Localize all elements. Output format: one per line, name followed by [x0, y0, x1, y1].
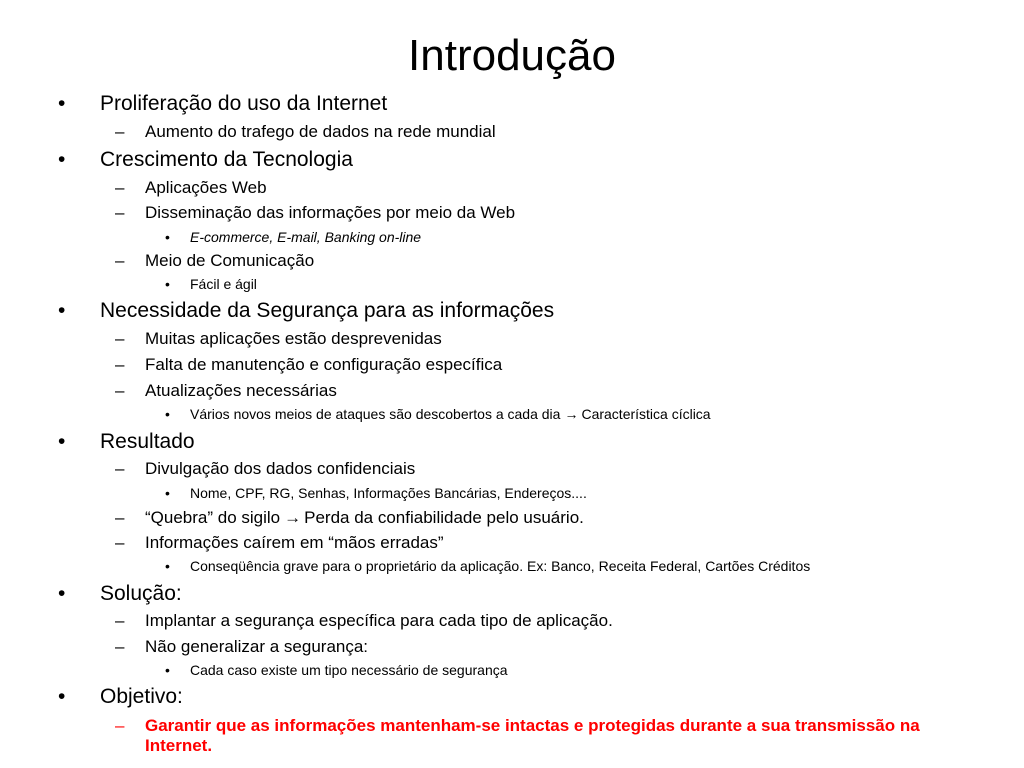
slide-title: Introdução — [408, 31, 616, 80]
sub-sub-bullet-text: Nome, CPF, RG, Senhas, Informações Bancárias, Endereços.... — [190, 485, 587, 501]
bullet-marker: • — [165, 485, 170, 501]
bullet-marker: • — [58, 582, 66, 605]
sub-bullet-text: Aplicações Web — [145, 178, 267, 197]
sub-bullet-text: Não generalizar a segurança: — [145, 637, 369, 656]
cyclic-text: Característica cíclica — [581, 406, 711, 422]
bullet-marker: • — [58, 148, 66, 171]
seal-break-text: “Quebra” do sigilo — [145, 508, 281, 527]
bullet-marker: • — [165, 558, 170, 574]
sub-bullet-text: Meio de Comunicação — [145, 251, 315, 270]
bullet-marker: • — [165, 229, 170, 245]
dash-marker: – — [115, 533, 125, 552]
dash-marker: – — [115, 459, 125, 478]
sub-bullet-text — [145, 508, 584, 528]
trust-loss-text: Perda da confiabilidade pelo usuário. — [304, 508, 584, 527]
dash-marker: – — [115, 716, 125, 735]
sub-bullet-text: Aumento do trafego de dados na rede mundial — [145, 122, 496, 141]
sub-bullet-text: Atualizações necessárias — [145, 381, 337, 400]
dash-marker: – — [115, 355, 125, 374]
dash-marker: – — [115, 381, 125, 400]
bullet-marker: • — [165, 406, 170, 422]
dash-marker: – — [115, 508, 125, 527]
sub-bullet-text: Muitas aplicações estão desprevenidas — [145, 329, 442, 348]
bullet-marker: • — [58, 92, 66, 115]
dash-marker: – — [115, 329, 125, 348]
bullet-text: Solução: — [100, 582, 182, 605]
arrow-right-icon: → — [564, 406, 579, 422]
sub-bullet-text: Falta de manutenção e configuração específica — [145, 355, 503, 374]
dash-marker: – — [115, 203, 125, 222]
bullet-marker: • — [58, 430, 66, 453]
bullet-text: Objetivo: — [100, 685, 183, 708]
sub-bullet-text: Divulgação dos dados confidenciais — [145, 459, 416, 478]
bullet-text: Resultado — [100, 430, 195, 453]
sub-bullet-text: Informações caírem em “mãos erradas” — [145, 533, 444, 552]
dash-marker: – — [115, 637, 125, 656]
sub-bullet-text: Implantar a segurança específica para cada tipo de aplicação. — [145, 611, 613, 630]
dash-marker: – — [115, 178, 125, 197]
bullet-text: Crescimento da Tecnologia — [100, 148, 353, 171]
arrow-right-icon: → — [284, 508, 302, 527]
bullet-marker: • — [165, 662, 170, 678]
bullet-marker: • — [165, 276, 170, 292]
sub-sub-bullet-text: E-commerce, E-mail, Banking on-line — [190, 229, 422, 245]
sub-bullet-text: Disseminação das informações por meio da Web — [145, 203, 516, 222]
attack-text: Vários novos meios de ataques são descobertos a cada dia — [190, 406, 561, 422]
bullet-marker: • — [58, 685, 66, 708]
bullet-marker: • — [58, 299, 66, 322]
sub-sub-bullet-text: Fácil e ágil — [190, 276, 257, 292]
objective-text: Garantir que as informações mantenham-se intactas e protegidas durante a sua transmissão na Internet. — [145, 716, 920, 755]
bullet-text: Necessidade da Segurança para as informações — [100, 299, 555, 322]
sub-sub-bullet-text: Conseqüência grave para o proprietário da aplicação. Ex: Banco, Receita Federal, Cartões Créditos — [190, 558, 811, 574]
sub-sub-bullet-text — [190, 406, 711, 423]
dash-marker: – — [115, 122, 125, 141]
dash-marker: – — [115, 611, 125, 630]
dash-marker: – — [115, 251, 125, 270]
bullet-text: Proliferação do uso da Internet — [100, 92, 388, 115]
sub-sub-bullet-text: Cada caso existe um tipo necessário de segurança — [190, 662, 508, 678]
